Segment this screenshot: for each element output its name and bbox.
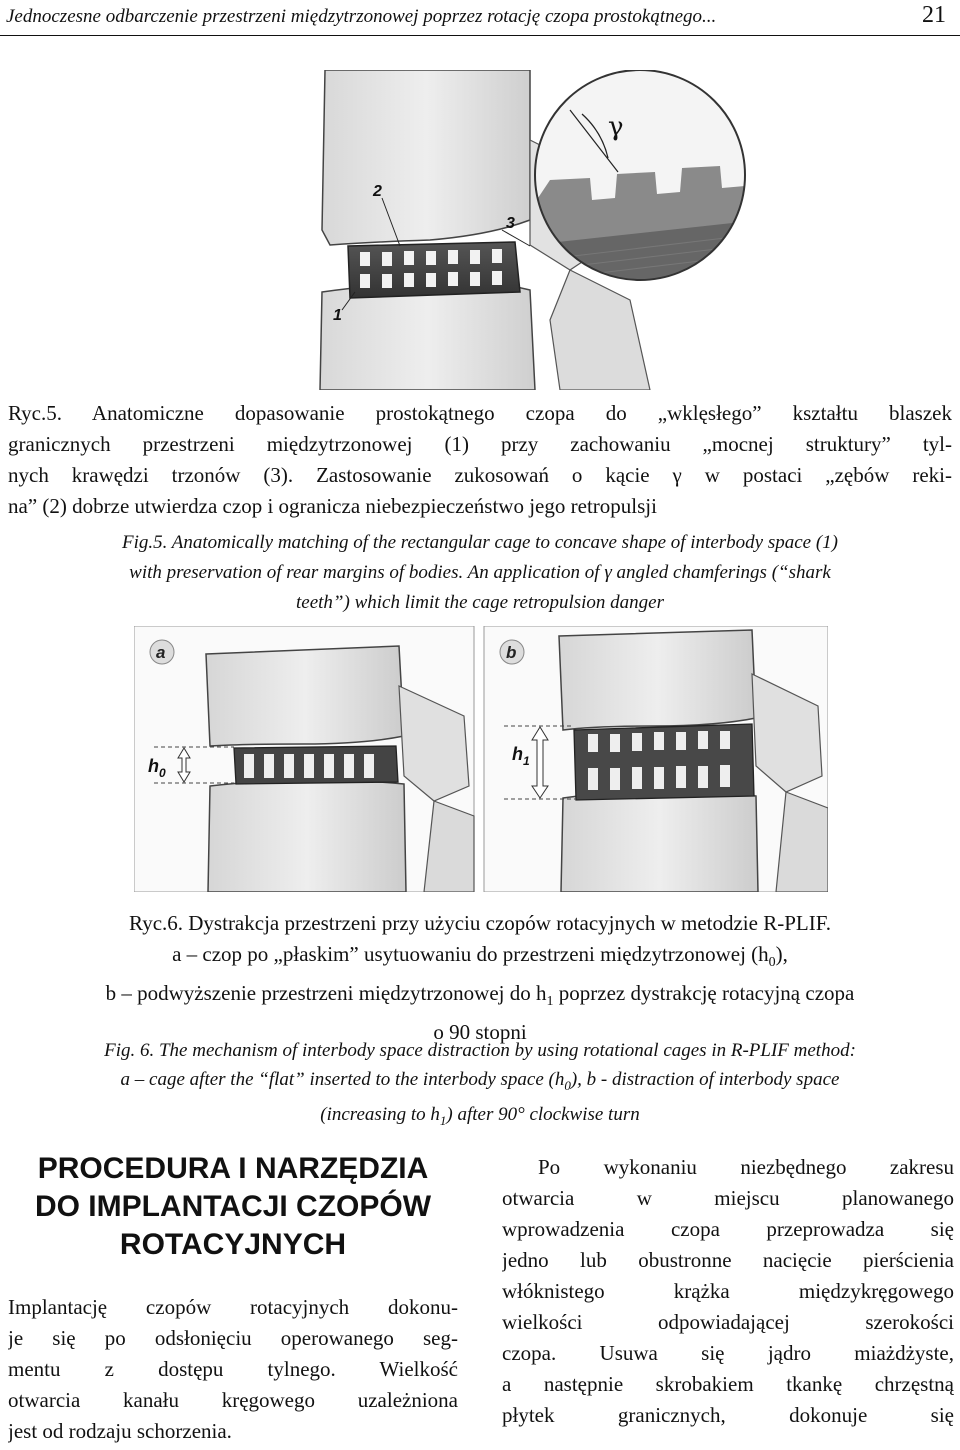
caption-line: Fig.5. Anatomically matching of the rectangular cage to concave shape of interbody space (1): [121, 532, 839, 553]
body-line: otwarcia kanału kręgowego uzależniona: [8, 1388, 458, 1412]
upper-vertebra: [559, 630, 756, 730]
figure-6-caption-en: [8, 1036, 952, 1135]
section-heading: [8, 1150, 458, 1264]
panel-b: [484, 626, 828, 892]
body-line: a następnie skrobakiem tkankę chrzęstną: [502, 1372, 954, 1396]
caption-line: Fig. 6. The mechanism of interbody space distraction by using rotational cages in R-PLIF method:: [104, 1040, 856, 1061]
caption-line: Ryc.6. Dystrakcja przestrzeni przy użyciu czopów rotacyjnych w metodzie R-PLIF.: [129, 911, 831, 935]
caption-line: with preservation of rear margins of bodies. An application of γ angled chamferings (“shark: [129, 562, 831, 583]
panel-a-letter: a: [156, 643, 166, 662]
body-line: je się po odsłonięciu operowanego seg-: [8, 1326, 458, 1350]
h1-label: $h_1$: [512, 744, 530, 768]
figure-6-distraction-illustration: [134, 626, 828, 892]
body-text-right: [502, 1152, 954, 1431]
figure-5-caption-pl: [8, 398, 952, 522]
caption-line: (increasing to $h_1$) after 90° clockwise turn: [320, 1103, 640, 1128]
body-line: włóknistego krążka międzykręgowego: [502, 1279, 954, 1303]
figure-6-caption-pl: [8, 908, 952, 1048]
caption-line: o 90 stopni: [433, 1020, 527, 1045]
lower-vertebra: [561, 791, 758, 892]
body-text-left: [8, 1292, 458, 1447]
body-line: czopa. Usuwa się jądro miażdżyste,: [502, 1341, 954, 1365]
body-line: wprowadzenia czopa przeprowadza się: [502, 1217, 954, 1241]
body-line: jest od rodzaju schorzenia.: [8, 1419, 232, 1443]
running-header: [0, 0, 960, 36]
body-line: Implantację czopów rotacyjnych dokonu-: [8, 1295, 458, 1319]
h0-label: $h_0$: [148, 756, 166, 780]
body-line: Po wykonaniu niezbędnego zakresu: [538, 1155, 954, 1179]
label-3: 3: [506, 215, 515, 232]
lower-vertebra: [208, 780, 406, 892]
body-line: wielkości odpowiadającej szerokości: [502, 1310, 954, 1334]
body-line: mentu z dostępu tylnego. Wielkość: [8, 1357, 458, 1381]
body-line: płytek granicznych, dokonuje się: [502, 1403, 954, 1427]
heading-line: ROTACYJNYCH: [119, 1228, 347, 1261]
running-title: Jednoczesne odbarczenie przestrzeni międzytrzonowej poprzez rotację czopa prostokątnego...: [6, 6, 717, 27]
label-1: 1: [333, 307, 342, 324]
upper-vertebra: [322, 70, 530, 245]
figure-5-cage-illustration: [230, 70, 790, 390]
upper-vertebra: [206, 646, 404, 746]
body-line: jedno lub obustronne nacięcie pierścienia: [502, 1248, 954, 1272]
heading-line: PROCEDURA I NARZĘDZIA: [37, 1152, 429, 1185]
caption-line: teeth”) which limit the cage retropulsion danger: [296, 592, 664, 613]
panel-b-letter: b: [506, 643, 517, 662]
body-line: otwarcia w miejscu planowanego: [502, 1186, 954, 1210]
caption-line: granicznych przestrzeni międzytrzonowej (1) przy zachowaniu „mocnej struktury” tyl-: [8, 432, 952, 456]
panel-a: [134, 626, 474, 892]
caption-line: a – cage after the “flat” inserted to the interbody space $(h_0)$, b - distraction of interbody space: [120, 1069, 840, 1093]
figure-5-caption-en: [8, 528, 952, 618]
page-number: 21: [922, 2, 946, 28]
caption-line: nych krawędzi trzonów (3). Zastosowanie zukosowań o kącie γ w postaci „zębów reki-: [8, 463, 952, 487]
caption-line: na” (2) dobrze utwierdza czop i ogranicza niebezpieczeństwo jego retropulsji: [8, 494, 657, 518]
caption-line: a – czop po „płaskim” usytuowaniu do przestrzeni międzytrzonowej $(h_0)$,: [172, 942, 788, 971]
heading-line: DO IMPLANTACJI CZOPÓW: [34, 1190, 432, 1223]
gamma-label: γ: [608, 112, 624, 142]
caption-line: b – podwyższenie przestrzeni międzytrzonowej do $h_1$ poprzez dystrakcję rotacyjną czopa: [105, 981, 855, 1010]
label-2: 2: [373, 183, 382, 200]
caption-line: Ryc.5. Anatomiczne dopasowanie prostokątnego czopa do „wklęsłego” kształtu blaszek: [8, 401, 952, 425]
header-rule: [0, 35, 960, 36]
